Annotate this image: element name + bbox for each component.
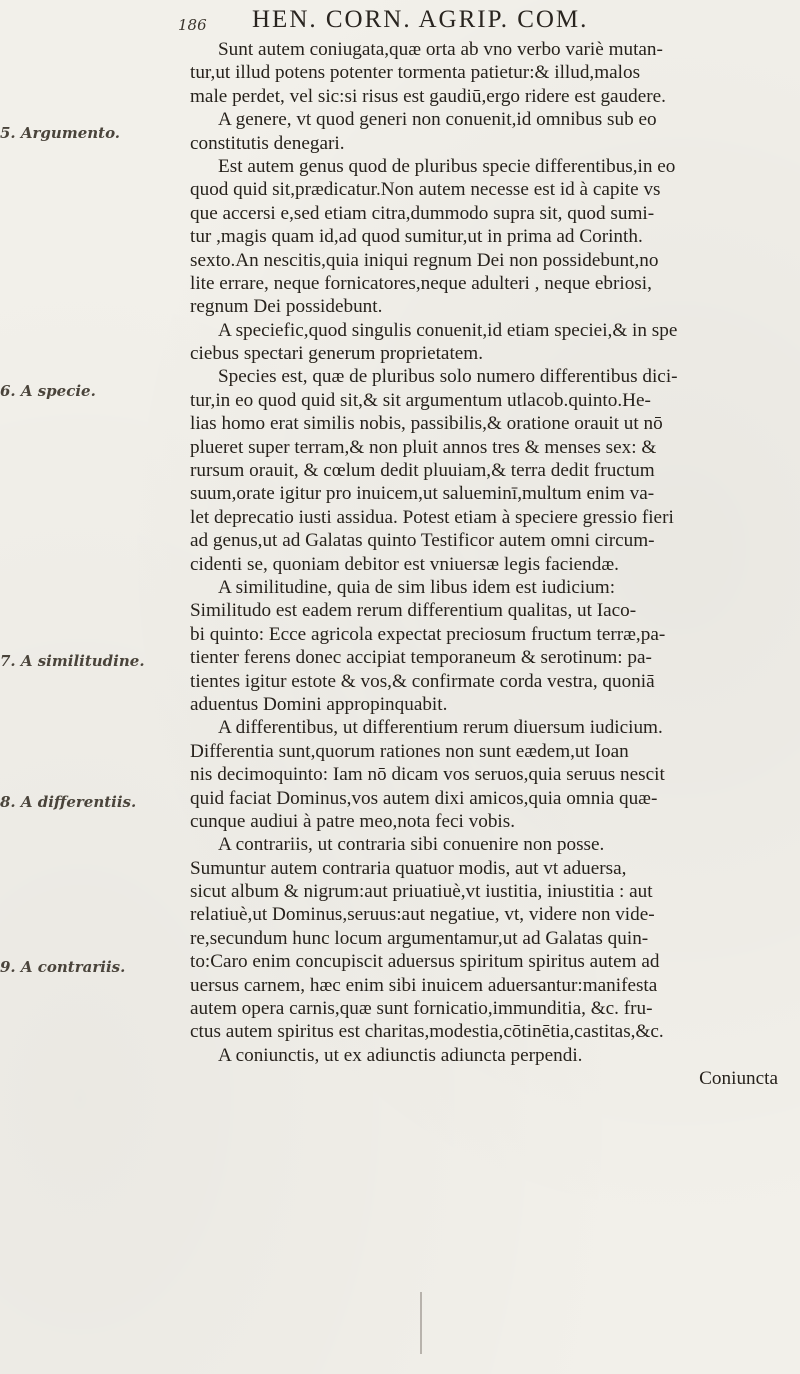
text-line: tur,in eo quod quid sit,& sit argumentum utlacob.quinto.He- xyxy=(190,389,651,411)
page-number: 186 xyxy=(178,16,207,34)
text-line: Est autem genus quod de pluribus specie differentibus,in eo xyxy=(218,155,676,177)
text-line: tur ,magis quam id,ad quod sumitur,ut in prima ad Corinth. xyxy=(190,226,643,248)
text-line: A similitudine, quia de sim libus idem est iudicium: xyxy=(218,576,616,598)
text-line: A contrariis, ut contraria sibi conuenire non posse. xyxy=(218,834,605,856)
text-line: Similitudo est eadem rerum differentium qualitas, ut Iaco- xyxy=(190,600,637,622)
text-line: ad genus,ut ad Galatas quinto Testificor autem omni circum- xyxy=(190,530,655,552)
text-line: A speciefic,quod singulis conuenit,id etiam speciei,& in spe xyxy=(218,319,678,341)
margin-note-contrariis: 9. A contrariis. xyxy=(0,958,126,976)
margin-note-specie: 6. A specie. xyxy=(0,382,96,400)
margin-note-differentiis: 8. A differentiis. xyxy=(0,793,137,811)
text-line: aduentus Domini appropinquabit. xyxy=(190,693,448,715)
text-line: sexto.An nescitis,quia iniqui regnum Dei non possidebunt,no xyxy=(190,249,659,271)
text-line: quod quid sit,prædicatur.Non autem necesse est id à capite vs xyxy=(190,179,661,201)
text-line: A genere, vt quod generi non conuenit,id omnibus sub eo xyxy=(218,109,657,131)
text-line: regnum Dei possidebunt. xyxy=(190,296,383,318)
text-line: autem opera carnis,quæ sunt fornicatio,immunditia, &c. fru- xyxy=(190,998,653,1020)
text-line: tur,ut illud potens potenter tormenta patietur:& illud,malos xyxy=(190,62,641,84)
text-line: Differentia sunt,quorum rationes non sunt eædem,ut Ioan xyxy=(190,740,629,762)
text-line: lite errare, neque fornicatores,neque adulteri , neque ebriosi, xyxy=(190,272,652,294)
text-line: que accersi e,sed etiam citra,dummodo supra sit, quod sumi- xyxy=(190,202,655,224)
text-line: plueret super terram,& non pluit annos tres & menses sex: & xyxy=(190,436,657,458)
text-line: sicut album & nigrum:aut priuatiuè,vt iustitia, iniustitia : aut xyxy=(190,881,653,903)
text-line: cunque audiui à patre meo,nota feci vobis. xyxy=(190,810,516,832)
text-line: suum,orate igitur pro inuicem,ut salueminī,multum enim va- xyxy=(190,483,655,505)
text-line: quid faciat Dominus,vos autem dixi amicos,quia omnia quæ- xyxy=(190,787,658,809)
text-line: A coniunctis, ut ex adiunctis adiuncta perpendi. xyxy=(218,1044,583,1066)
text-line: bi quinto: Ecce agricola expectat preciosum fructum terræ,pa- xyxy=(190,623,666,645)
text-line: ciebus specŧari generum proprietatem. xyxy=(190,343,484,365)
text-line: constitutis denegari. xyxy=(190,132,345,154)
text-line: relatiuè,ut Dominus,seruus:aut negatiue, vt, videre non vide- xyxy=(190,904,655,926)
text-line: tientes igitur estote & vos,& confirmate corda vestra, quoniā xyxy=(190,670,655,692)
text-line: let deprecatio iusti assidua. Potest etiam à speciere gressio fieri xyxy=(190,506,674,528)
running-head: HEN. CORN. AGRIP. COM. xyxy=(252,6,589,33)
text-line: rursum orauit, & cœlum dedit pluuiam,& terra dedit fructum xyxy=(190,460,655,482)
text-line: lias homo erat similis nobis, passibilis,& oratione orauit ut nō xyxy=(190,413,663,435)
text-line: male perdet, vel sic:si risus est gaudiū,ergo ridere est gaudere. xyxy=(190,85,666,107)
text-line: Sunt autem coniugata,quæ orta ab vno verbo variè mutan- xyxy=(218,39,663,60)
text-line: nis decimoquinto: Iam nō dicam vos seruos,quia seruus nescit xyxy=(190,764,665,786)
text-line: cidenti se, quoniam debitor est vniuersæ legis faciendæ. xyxy=(190,553,619,575)
text-line: ctus autem spiritus est charitas,modestia,cōtinētia,castitas,&c. xyxy=(190,1021,664,1043)
margin-note-similitudine: 7. A similitudine. xyxy=(0,652,145,670)
page-header xyxy=(0,6,800,40)
catchword: Coniuncta xyxy=(699,1068,778,1090)
text-line: A differentibus, ut differentium rerum diuersum iudicium. xyxy=(218,717,663,739)
text-line: tienter ferens donec accipiat temporaneum & serotinum: pa- xyxy=(190,647,652,669)
text-line: to:Caro enim concupiscit aduersus spiritum spiritus autem ad xyxy=(190,951,660,973)
body-text xyxy=(190,38,788,1091)
text-line: re,secundum hunc locum argumentamur,ut ad Galatas quin- xyxy=(190,927,649,949)
text-line: Species est, quæ de pluribus solo numero differentibus dici- xyxy=(218,366,678,388)
text-line: uersus carnem, hæc enim sibi inuicem aduersantur:manifesta xyxy=(190,974,658,996)
text-line: Sumuntur autem contraria quatuor modis, aut vt aduersa, xyxy=(190,857,627,879)
page-crease xyxy=(420,1292,422,1354)
margin-note-argumento: 5. Argumento. xyxy=(0,124,121,142)
